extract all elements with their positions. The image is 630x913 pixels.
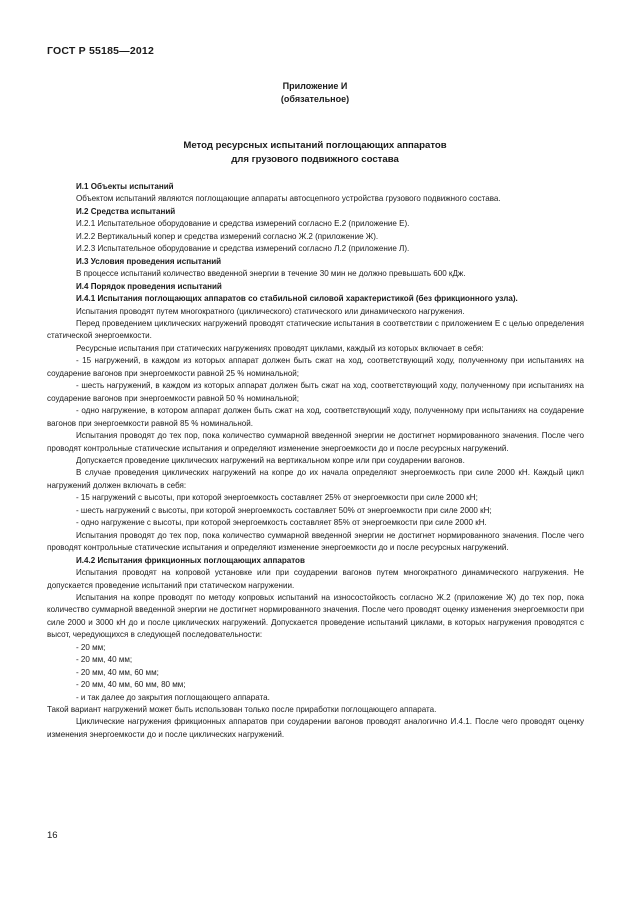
body-paragraph: - 20 мм, 40 мм;: [76, 655, 133, 665]
body-paragraph: Испытания проводят до тех пор, пока количество суммарной введенной энергии не достигнет нормированного значения. После чего проводят контрольные статические испытания и определяют изменение энергоемкости до и после ресурсных нагружений.: [47, 431, 584, 453]
body-paragraph: Циклические нагружения фрикционных аппаратов при соударении вагонов проводят аналогично И.4.1. После чего проводят оценку изменения энергоемкости до и после циклических нагружений.: [47, 717, 584, 739]
body-paragraph: И.2.3 Испытательное оборудование и средства измерений согласно Л.2 (приложение Л).: [76, 244, 410, 254]
title-line-1: Метод ресурсных испытаний поглощающих аппаратов: [183, 140, 447, 151]
document-header: ГОСТ Р 55185—2012: [47, 45, 155, 57]
body-paragraph: Перед проведением циклических нагружений проводят статические испытания в соответствии с приложением Е с целью определения статической энергоемкости.: [47, 318, 584, 341]
body-paragraph: - 20 мм;: [76, 642, 106, 652]
section-title: [0, 139, 630, 166]
annex-status: (обязательное): [280, 94, 350, 104]
body-paragraph: - и так далее до закрытия поглощающего аппарата.: [76, 692, 270, 702]
body-paragraph: Испытания проводят до тех пор, пока количество суммарной введенной энергии не достигнет нормированного значения. После чего проводят контрольные статические испытания и определяют изменение энергоемкости до и после ресурсных нагружений.: [47, 530, 584, 553]
body-paragraph: И.2.1 Испытательное оборудование и средства измерений согласно Е.2 (приложение Е).: [76, 219, 410, 229]
document-body: [47, 181, 584, 741]
body-paragraph: В случае проведения циклических нагружений на копре до их начала определяют энергоемкость при силе 2000 кН. Каждый цикл нагружений должен включать в себя:: [47, 468, 584, 490]
body-paragraph: Испытания проводят на копровой установке или при соударении вагонов путем многократного динамического нагружения. Не допускается проведение испытаний при статическом нагружении.: [47, 568, 584, 590]
section-heading: И.1 Объекты испытаний: [76, 182, 174, 191]
body-paragraph: - шесть нагружений с высоты, при которой энергоемкость составляет 50% от энергоемкости при силе 2000 кН;: [76, 505, 492, 515]
section-heading: И.4.1 Испытания поглощающих аппаратов со стабильной силовой характеристикой (без фрикционного узла).: [76, 294, 518, 304]
section-heading: И.2 Средства испытаний: [76, 206, 176, 216]
body-paragraph: - одно нагружение, в котором аппарат должен быть сжат на ход, соответствующий ходу, полученному при испытаниях на соударение вагонов при энергоемкости равной 85 % номинальной.: [47, 406, 584, 428]
body-paragraph: - 15 нагружений, в каждом из которых аппарат должен быть сжат на ход, соответствующий ходу, полученному при испытаниях на соударение вагонов при энергоемкости равной 25 % номинальной;: [47, 356, 584, 378]
body-paragraph: - одно нагружение с высоты, при которой энергоемкость составляет 85% от энергоемкости при силе 2000 кН.: [76, 518, 487, 528]
page-number: 16: [47, 830, 58, 841]
body-paragraph: - шесть нагружений, в каждом из которых аппарат должен быть сжат на ход, соответствующий ходу, полученному при испытаниях на соударение вагонов при энергоемкости равной 50 % номинальной;: [47, 381, 584, 403]
body-paragraph: И.2.2 Вертикальный копер и средства измерений согласно Ж.2 (приложение Ж).: [76, 231, 379, 241]
body-paragraph: Допускается проведение циклических нагружений на вертикальном копре или при соударении вагонов.: [76, 455, 465, 465]
body-paragraph: Испытания на копре проводят по методу копровых испытаний на износостойкость согласно Ж.2 (приложение Ж) до тех пор, пока количество суммарной введенной энергии не достигнет нормированного значения. После чего проводят оценку изменения энергоемкости при силе 2000 и 3000 кН до и после циклических нагружений. Допускается проведение испытаний циклами, в которых нагружения проводятся с высот, чередующихся в следующей последовательности:: [47, 592, 584, 640]
section-heading: И.4.2 Испытания фрикционных поглощающих аппаратов: [76, 555, 305, 565]
title-line-2: для грузового подвижного состава: [231, 153, 399, 165]
body-paragraph: Такой вариант нагружений может быть использован только после приработки поглощающего аппарата.: [47, 705, 437, 715]
body-paragraph: Испытания проводят путем многократного (циклического) статического или динамического нагружения.: [76, 306, 465, 316]
body-paragraph: - 20 мм, 40 мм, 60 мм;: [76, 667, 159, 677]
annex-label: Приложение И: [282, 81, 348, 91]
body-paragraph: - 20 мм, 40 мм, 60 мм, 80 мм;: [76, 680, 186, 690]
body-paragraph: В процессе испытаний количество введенной энергии в течение 30 мин не должно превышать 600 кДж.: [76, 269, 466, 279]
body-paragraph: Объектом испытаний являются поглощающие аппараты автосцепного устройства грузового подвижного состава.: [76, 194, 501, 204]
body-paragraph: Ресурсные испытания при статических нагружениях проводят циклами, каждый из которых включает в себя:: [76, 343, 484, 353]
section-heading: И.3 Условия проведения испытаний: [76, 256, 222, 266]
section-heading: И.4 Порядок проведения испытаний: [76, 281, 222, 291]
body-paragraph: - 15 нагружений с высоты, при которой энергоемкость составляет 25% от энергоемкости при силе 2000 кН;: [76, 493, 478, 503]
annex-heading: [0, 80, 630, 106]
